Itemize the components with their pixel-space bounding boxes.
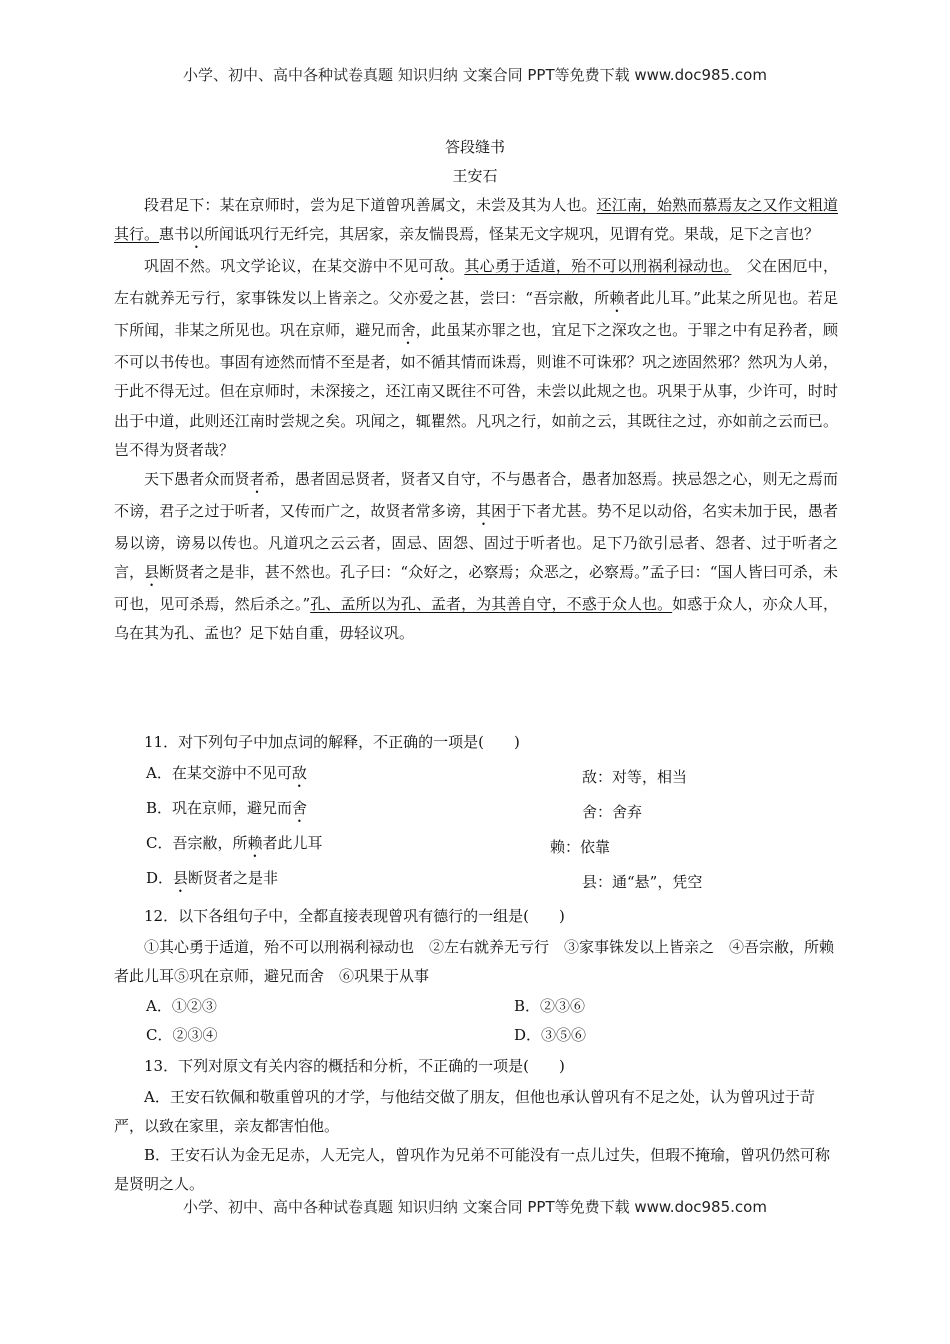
text-span: D． [146,869,174,887]
questions [114,725,838,1199]
text-span: 断贤者之是非 [188,869,279,887]
question-13-option-b: B．王安石认为金无足赤，人无完人，曾巩作为兄弟不可能没有一点儿过失，但瑕不掩瑜，曾巩仍然可称是贤明之人。 [114,1146,831,1193]
question-11-option-d [114,864,838,899]
dotted-word: 县 [173,869,189,887]
option-gloss: 舍：舍弃 [582,803,643,821]
question-11-stem: 11．对下列句子中加点词的解释，不正确的一项是( ) [144,733,520,751]
question-13-option-a: A．王安石钦佩和敬重曾巩的才学，与他结交做了朋友，但他也承认曾巩有不足之处，认为曾巩过于苛严，以致在家里，亲友都害怕他。 [114,1088,815,1135]
dotted-word: 敌 [433,257,450,276]
option-sentence [146,797,582,826]
text-span: 巩固不然。巩文学论议，在某交游中不见可 [144,257,434,276]
text-span: B．巩在京师，避兄而 [146,799,293,817]
underlined-sentence: 还江南，始熟而慕焉友之又作文粗道其行。 [114,196,838,244]
dotted-word: 赖 [609,289,625,308]
option-sentence [146,762,582,791]
option-sentence [146,867,582,896]
question-12-stem: 12．以下各组句子中，全都直接表现曾巩有德行的一组是( ) [144,907,565,925]
underlined-sentence: 其心勇于适道，殆不可以刑祸利禄动也。 [464,257,732,276]
text-span: 如惑于众人，亦众人耳，乌在其为孔、孟也？足下姑自重，毋轻议巩。 [114,595,838,643]
document-author: 王安石 [452,167,498,185]
text-span: 所闻诋巩行无纤完，其居家，亲友惴畏焉，怪某无文字规巩，见谓有党。果哉，足下之言也？ [204,225,820,244]
question-12-text: ①其心勇于适道，殆不可以刑祸利禄动也 ②左右就养无亏行 ③家事铢发以上皆亲之 ④吾宗敝，所赖者此儿耳⑤巩在京师，避兄而舍 ⑥巩果于从事 [114,938,835,985]
option-sentence [146,832,550,861]
dotted-word: 舍 [400,321,416,340]
text-span: 断贤者之是非，甚不然也。孔子曰：“众好之，必察焉；众恶之，必察焉。”孟子曰：“国人皆曰可杀，未可也，见可杀焉，然后杀之。” [114,563,838,614]
choice-d: D．③⑤⑥ [514,1026,587,1044]
question-12-choices-row-1 [114,991,838,1020]
dotted-word: 舍 [292,799,308,817]
dotted-word: 以 [189,225,205,244]
text-span: ，此虽某亦罪之也，宜足下之深攻之也。于罪之中有足矜者，顾不可以书传也。事固有迹然而情不至是者，如不循其情而诛焉，则谁不可诛邪？巩之迹固然邪？然巩为人弟，于此不得无过。但在京师时，未深接之，还江南又既往不可咎，未尝以此规之也。巩果于从事，少许可，时时出于中道，此则还江南时尝规之矣。巩闻之，辄瞿然。凡巩之行，如前之云，其既往之过，亦如前之云而已。岂不得为贤者哉？ [114,321,838,459]
question-11-option-a [114,759,838,794]
text-span: 段君足下：某在京师时，尝为足下道曾巩善属文，未尝及其为人也。 [144,196,597,214]
footer-banner: 小学、初中、高中各种试卷真题 知识归纳 文案合同 PPT等免费下载 www.doc985.com [183,1198,767,1216]
passage-paragraph-1 [114,191,838,252]
dotted-word: 县 [144,563,160,582]
question-11-option-b [114,794,838,829]
passage-paragraph-3 [114,465,838,649]
text-span: 希，愚者固忌贤者，贤者又自守，不与愚者合，愚者加怒焉。挟忌怨之心，则无之焉而不谤，君子之过于听者，又传而广之，故贤者常多谤， [114,470,838,521]
option-gloss: 赖：依靠 [550,838,611,856]
question-13-stem: 13．下列对原文有关内容的概括和分析，不正确的一项是( ) [144,1057,565,1075]
text-span: 。 [449,257,465,276]
dotted-word: 敌 [291,764,307,782]
passage [114,191,838,649]
dotted-word: 者 [249,470,265,489]
underlined-sentence: 孔、孟所以为孔、孟者，为其善自守，不惑于众人也。 [310,595,673,614]
text-span: C．吾宗敝，所 [146,834,248,852]
question-12-choices-row-2 [114,1020,838,1049]
dotted-word: 赖 [247,834,263,852]
text-span: 父在困厄中，左右就养无亏行，家事铢发以上皆亲之。父亦爱之甚，尝曰：“吾宗敝，所 [114,257,838,308]
passage-paragraph-2 [114,252,838,465]
option-gloss: 敌：对等，相当 [582,768,688,786]
choice-a: A．①②③ [146,997,217,1015]
choice-c: C．②③④ [146,1026,218,1044]
option-gloss: 县：通“悬”，凭空 [582,873,703,891]
header-banner: 小学、初中、高中各种试卷真题 知识归纳 文案合同 PPT等免费下载 www.doc985.com [183,66,767,84]
document-title: 答段缝书 [444,138,505,156]
dotted-word: 其 [476,502,492,521]
text-span: 惠书 [159,225,190,244]
choice-b: B．②③⑥ [514,997,586,1015]
text-span: 者此儿耳。”此某之所见也。若足下所闻，非某之所见也。巩在京师，避兄而 [114,289,838,340]
text-span: 困于下者尤甚。势不足以动俗，名实未加于民，愚者易以谤，谤易以传也。凡道巩之云云者，固忌、固怨、固过于听者也。足下乃欲引忌者、怨者、过于听者之言， [114,502,838,582]
question-11-option-c [114,829,838,864]
text-span: 天下愚者众而贤 [144,470,250,489]
text-span: 者此儿耳 [262,834,323,852]
text-span: A．在某交游中不见可 [146,764,292,782]
